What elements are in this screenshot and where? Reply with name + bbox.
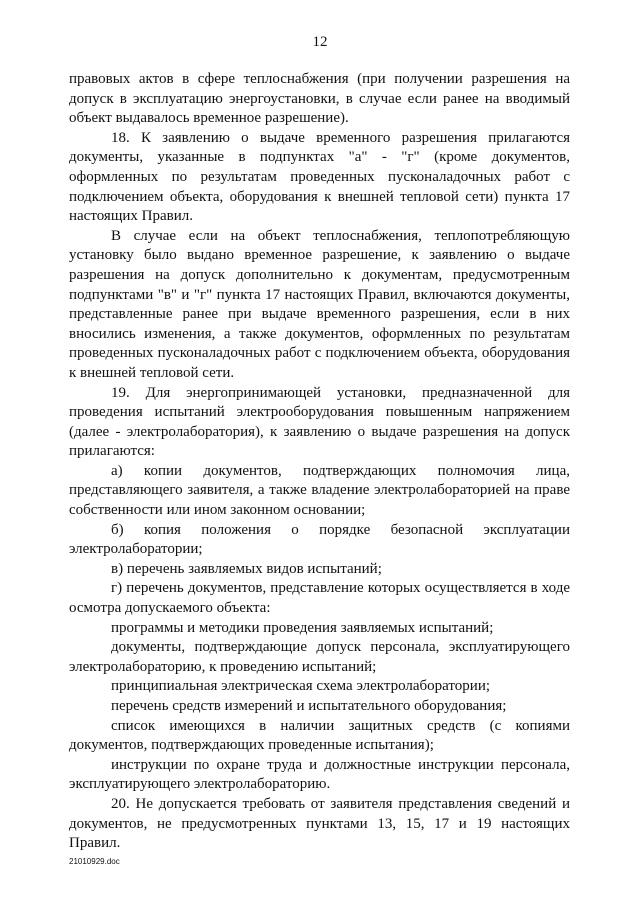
- footer-filename: 21010929.doc: [69, 857, 120, 866]
- page-number: 12: [312, 34, 328, 50]
- list-item-b: б) копия положения о порядке безопасной эксплуатации электролаборатории;: [69, 521, 570, 558]
- sub-item-programs: программы и методики проведения заявляемых испытаний;: [111, 619, 494, 636]
- paragraph-19: 19. Для энергопринимающей установки, предназначенной для проведения испытаний электрооборудования повышенным напряжением (далее - электролаборатория), к заявлению о выдаче разрешения на допуск прилагаются:: [69, 384, 570, 460]
- document-body: [69, 70, 570, 854]
- sub-item-personnel-documents: документы, подтверждающие допуск персонала, эксплуатирующего электролабораторию, к проведению испытаний;: [69, 639, 570, 675]
- paragraph-continuation: правовых актов в сфере теплоснабжения (при получении разрешения на допуск в эксплуатацию энергоустановки, в случае если ранее на вводимый объект выдавалось временное разрешение).: [69, 71, 570, 127]
- sub-item-measurement-list: перечень средств измерений и испытательного оборудования;: [111, 698, 507, 714]
- sub-item-schematic: принципиальная электрическая схема электролаборатории;: [111, 678, 491, 695]
- paragraph-18: 18. К заявлению о выдаче временного разрешения прилагаются документы, указанные в подпунктах "а" - "г" (кроме документов, оформленных по результатам проведенных пусконаладочных работ с подключением объекта, оборудования к внешней тепловой сети) пункта 17 настоящих Правил.: [69, 129, 570, 225]
- list-item-v: в) перечень заявляемых видов испытаний;: [111, 560, 382, 577]
- list-item-a: а) копии документов, подтверждающих полномочия лица, представляющего заявителя, а также владение электролабораторией на праве собственности или ином законном основании;: [69, 462, 570, 519]
- paragraph-20: 20. Не допускается требовать от заявителя представления сведений и документов, не предусмотренных пунктами 13, 15, 17 и 19 настоящих Правил.: [69, 795, 570, 852]
- sub-item-protective-means: список имеющихся в наличии защитных средств (с копиями документов, подтверждающих проведенные испытания);: [69, 717, 570, 754]
- list-item-g: г) перечень документов, представление которых осуществляется в ходе осмотра допускаемого объекта:: [69, 580, 570, 617]
- paragraph-temporary-permit: В случае если на объект теплоснабжения, теплопотребляющую установку было выдано временное разрешение, к заявлению о выдаче разрешения на допуск дополнительно к документам, предусмотренным подпунктами "в" и "г" пункта 17 настоящих Правил, включаются документы, представленные ранее при выдаче временного разрешения, если в них вносились изменения, а также документов, оформленных по результатам проведенных пусконаладочных работ с подключением объекта, оборудования к внешней тепловой сети.: [69, 227, 570, 381]
- sub-item-instructions: инструкции по охране труда и должностные инструкции персонала, эксплуатирующего электролабораторию.: [69, 756, 570, 793]
